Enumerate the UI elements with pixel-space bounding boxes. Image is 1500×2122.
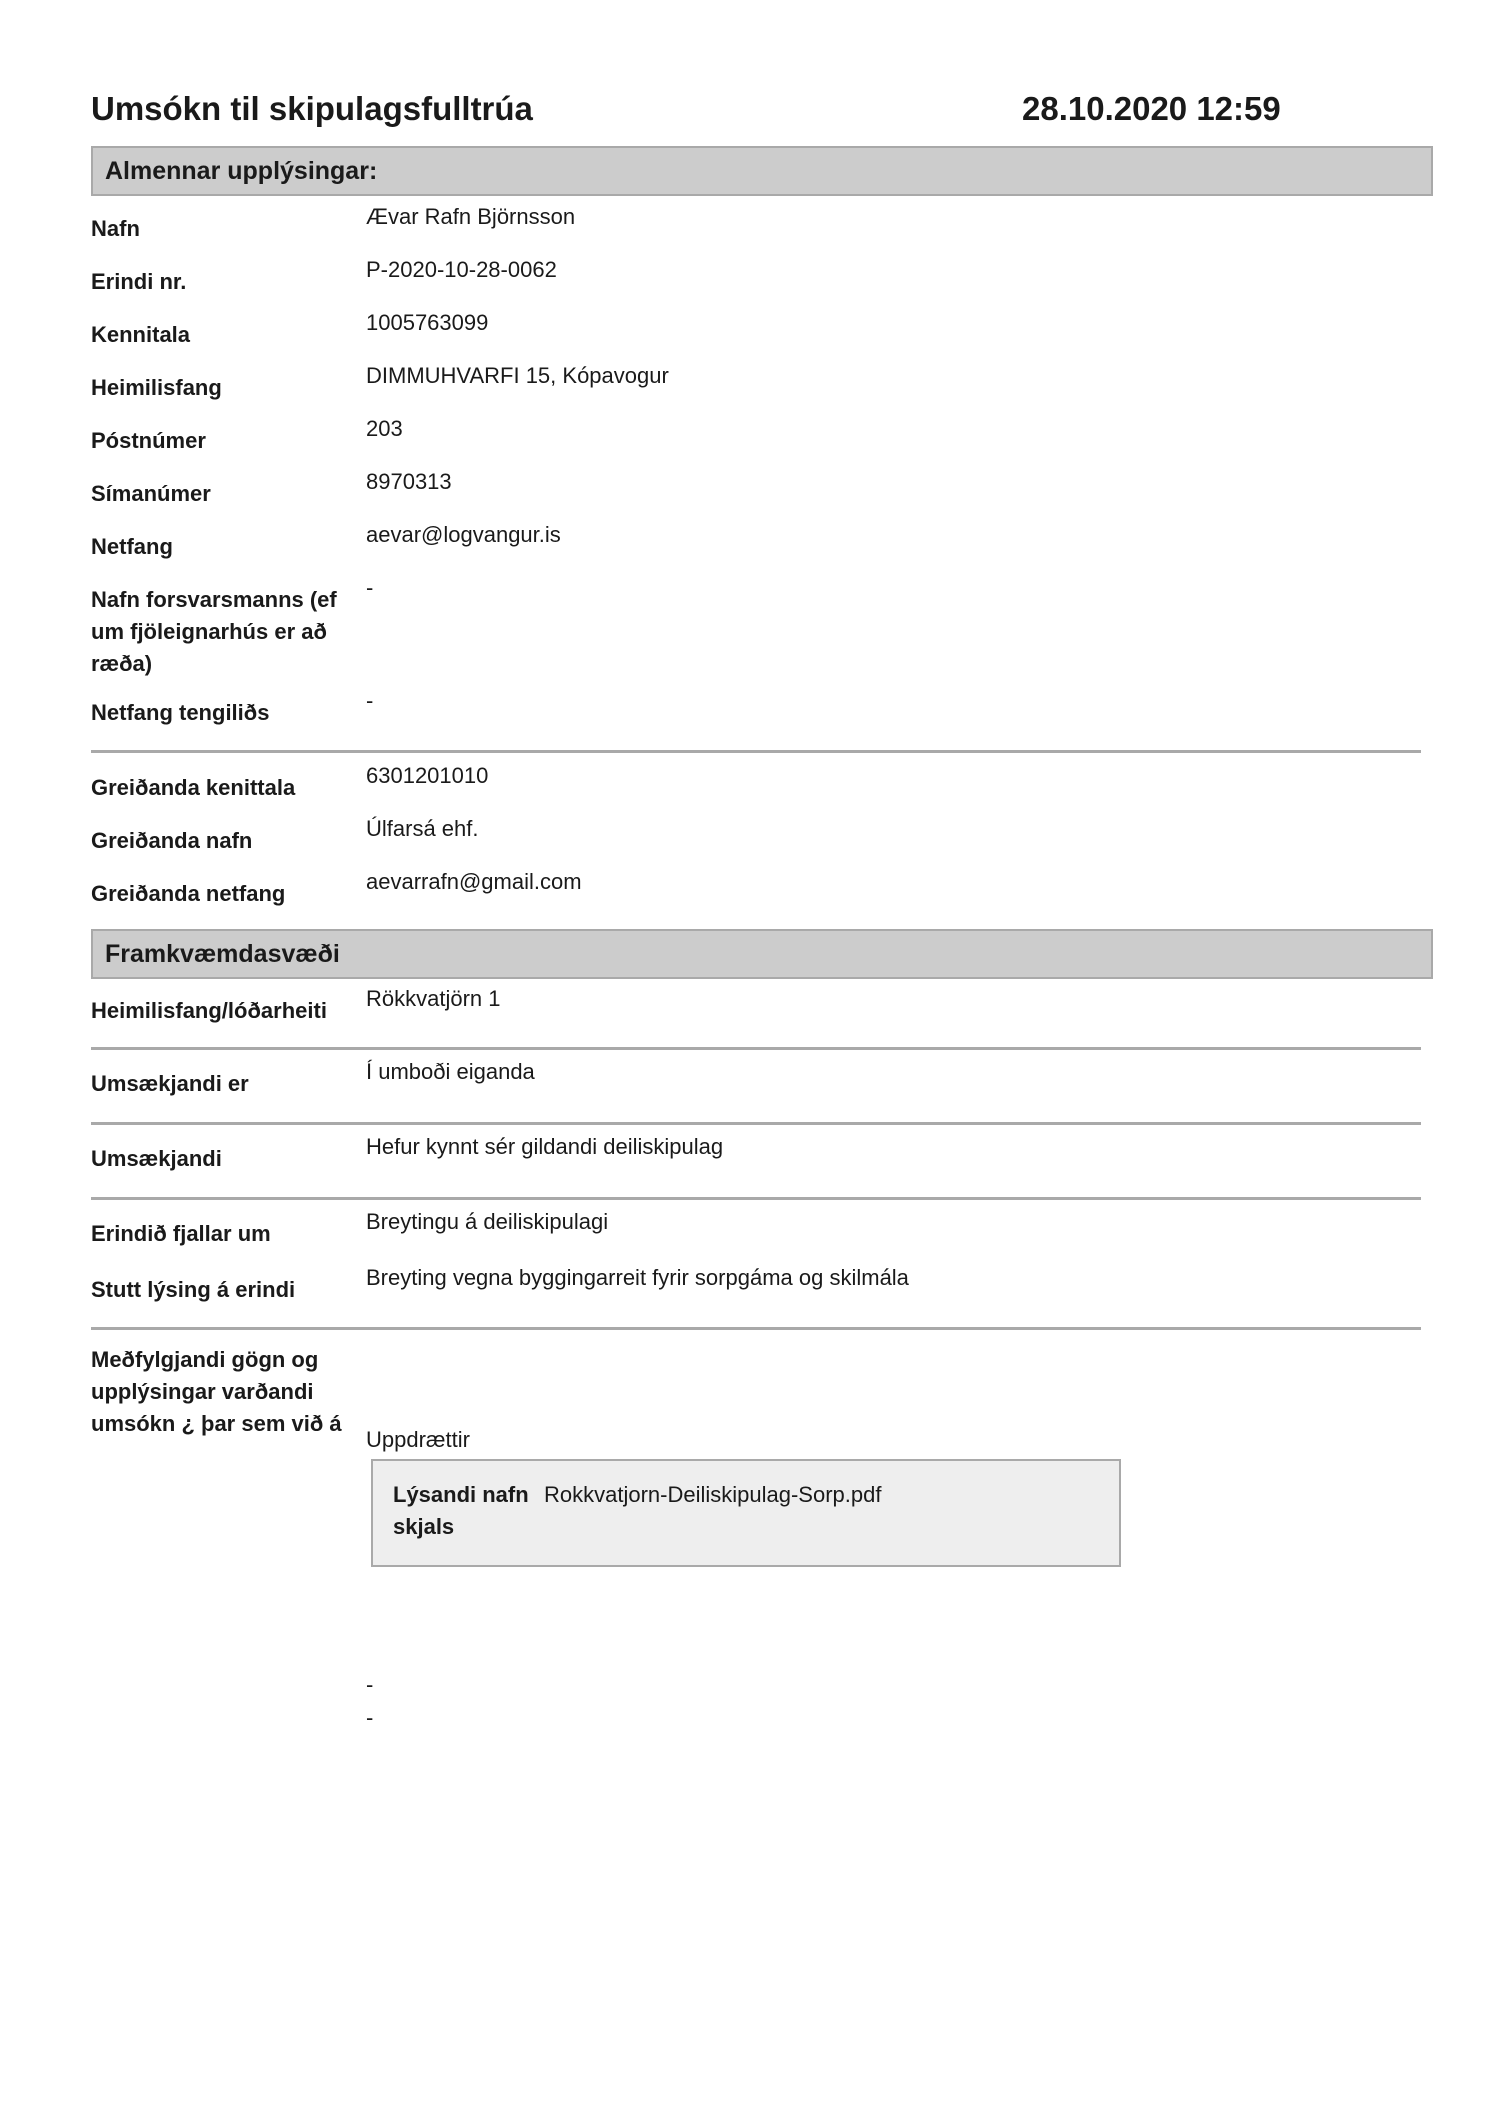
divider [91, 1122, 1421, 1125]
field-value: Í umboði eiganda [366, 1059, 535, 1084]
field-value: 6301201010 [366, 763, 489, 788]
field-label: Netfang [91, 534, 173, 559]
attachment-card [371, 1459, 1121, 1567]
divider [91, 750, 1421, 753]
empty-value-dash: - [366, 1705, 374, 1730]
field-label: Erindið fjallar um [91, 1221, 271, 1246]
field-label: Meðfylgjandi gögn og upplýsingar varðandi umsókn ¿ þar sem við á [91, 1347, 342, 1436]
field-label: Heimilisfang/lóðarheiti [91, 998, 327, 1023]
field-value: Ævar Rafn Björnsson [366, 204, 576, 229]
field-label: Greiðanda kenittala [91, 775, 296, 800]
section-general-header: Almennar upplýsingar: [91, 146, 1433, 196]
field-label: Umsækjandi [91, 1146, 222, 1171]
field-value: Breytingu á deiliskipulagi [366, 1209, 609, 1234]
field-label: Greiðanda nafn [91, 828, 253, 853]
field-value: Úlfarsá ehf. [366, 816, 479, 841]
field-value: aevar@logvangur.is [366, 522, 561, 547]
divider [91, 1327, 1421, 1330]
attachment-file-label: Lýsandi nafn skjals [393, 1482, 529, 1539]
field-value: aevarrafn@gmail.com [366, 869, 582, 894]
field-label: Stutt lýsing á erindi [91, 1277, 296, 1302]
field-label: Greiðanda netfang [91, 881, 286, 906]
document-datetime: 28.10.2020 12:59 [1022, 90, 1281, 127]
field-label: Símanúmer [91, 481, 211, 506]
field-value: 1005763099 [366, 310, 489, 335]
field-label: Netfang tengiliðs [91, 700, 270, 725]
field-label: Umsækjandi er [91, 1071, 249, 1096]
section-area-header: Framkvæmdasvæði [91, 929, 1433, 979]
field-value: 203 [366, 416, 403, 441]
field-label: Nafn [91, 216, 140, 241]
field-value: Rökkvatjörn 1 [366, 986, 501, 1011]
divider [91, 1047, 1421, 1050]
field-label: Póstnúmer [91, 428, 206, 453]
document-header [91, 90, 1421, 134]
field-label: Erindi nr. [91, 269, 187, 294]
empty-value-dash: - [366, 1672, 374, 1697]
field-value: - [366, 688, 374, 713]
document-title: Umsókn til skipulagsfulltrúa [91, 90, 533, 127]
divider [91, 1197, 1421, 1200]
attachment-group-title: Uppdrættir [366, 1427, 470, 1452]
field-value: P-2020-10-28-0062 [366, 257, 557, 282]
field-value: Hefur kynnt sér gildandi deiliskipulag [366, 1134, 724, 1159]
field-value: DIMMUHVARFI 15, Kópavogur [366, 363, 669, 388]
attachment-file-name[interactable]: Rokkvatjorn-Deiliskipulag-Sorp.pdf [544, 1482, 882, 1507]
field-value: Breyting vegna byggingarreit fyrir sorpgáma og skilmála [366, 1265, 909, 1290]
field-label: Kennitala [91, 322, 191, 347]
field-value: - [366, 575, 374, 600]
field-label: Heimilisfang [91, 375, 222, 400]
field-label: Nafn forsvarsmanns (ef um fjöleignarhús er að ræða) [91, 587, 337, 676]
field-value: 8970313 [366, 469, 452, 494]
